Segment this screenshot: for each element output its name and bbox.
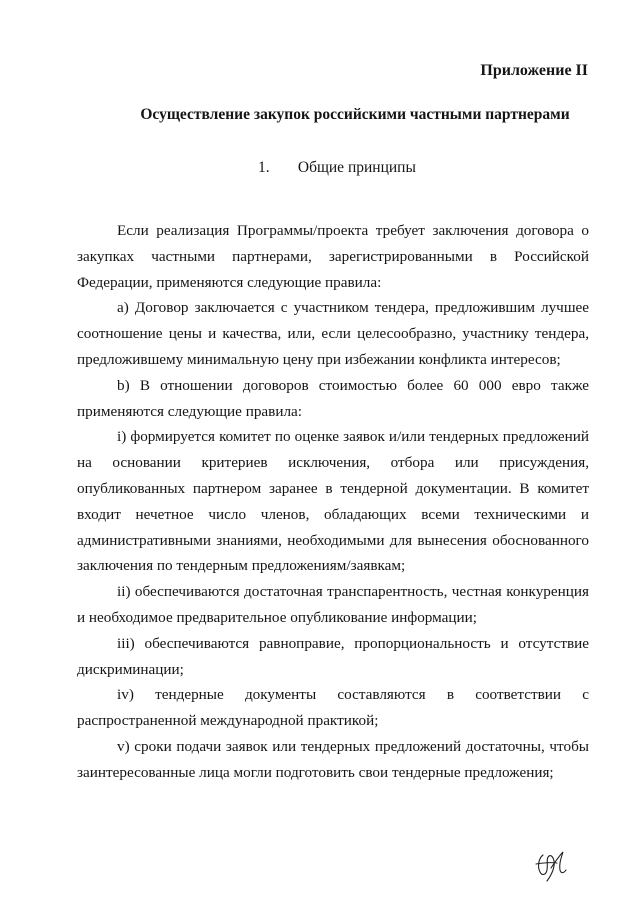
paragraph-item-b: b) В отношении договоров стоимостью более 60 000 евро также применяются следующие правила:	[77, 376, 589, 420]
paragraph-item-a: a) Договор заключается с участником тендера, предложившим лучшее соотношение цены и качества, или, если целесообразно, участнику тендера, предложившему минимальную цену при избежании конфликта интересов;	[77, 299, 589, 368]
paragraph-item-v: v) сроки подачи заявок или тендерных предложений достаточны, чтобы заинтересованные лица могли подготовить свои тендерные предложения;	[77, 737, 589, 781]
paragraph-item-i: i) формируется комитет по оценке заявок и/или тендерных предложений на основании критериев исключения, отбора или присуждения, опубликованных партнером заранее в тендерной документации. В комитет входит нечетное число членов, обладающих всеми техническими и административными знаниями, необходимыми для вынесения обоснованного заключения по тендерным предложениям/заявкам;	[77, 428, 589, 575]
document-body	[77, 218, 589, 786]
annex-label: Приложение II	[480, 62, 588, 79]
initials-signature	[533, 846, 567, 886]
paragraph-item-iii: iii) обеспечиваются равноправие, пропорциональность и отсутствие дискриминации;	[77, 634, 589, 678]
document-title: Осуществление закупок российскими частными партнерами	[140, 106, 570, 123]
section-title: Общие принципы	[297, 159, 416, 176]
section-number: 1.	[258, 159, 270, 176]
paragraph-item-iv: iv) тендерные документы составляются в соответствии с распространенной международной практикой;	[77, 686, 589, 730]
paragraph-intro: Если реализация Программы/проекта требует заключения договора о закупках частными партнерами, зарегистрированными в Российской Федерации, применяются следующие правила:	[77, 222, 589, 291]
paragraph-item-ii: ii) обеспечиваются достаточная транспарентность, честная конкуренция и необходимое предварительное опубликование информации;	[77, 583, 589, 626]
section-heading	[258, 159, 416, 177]
